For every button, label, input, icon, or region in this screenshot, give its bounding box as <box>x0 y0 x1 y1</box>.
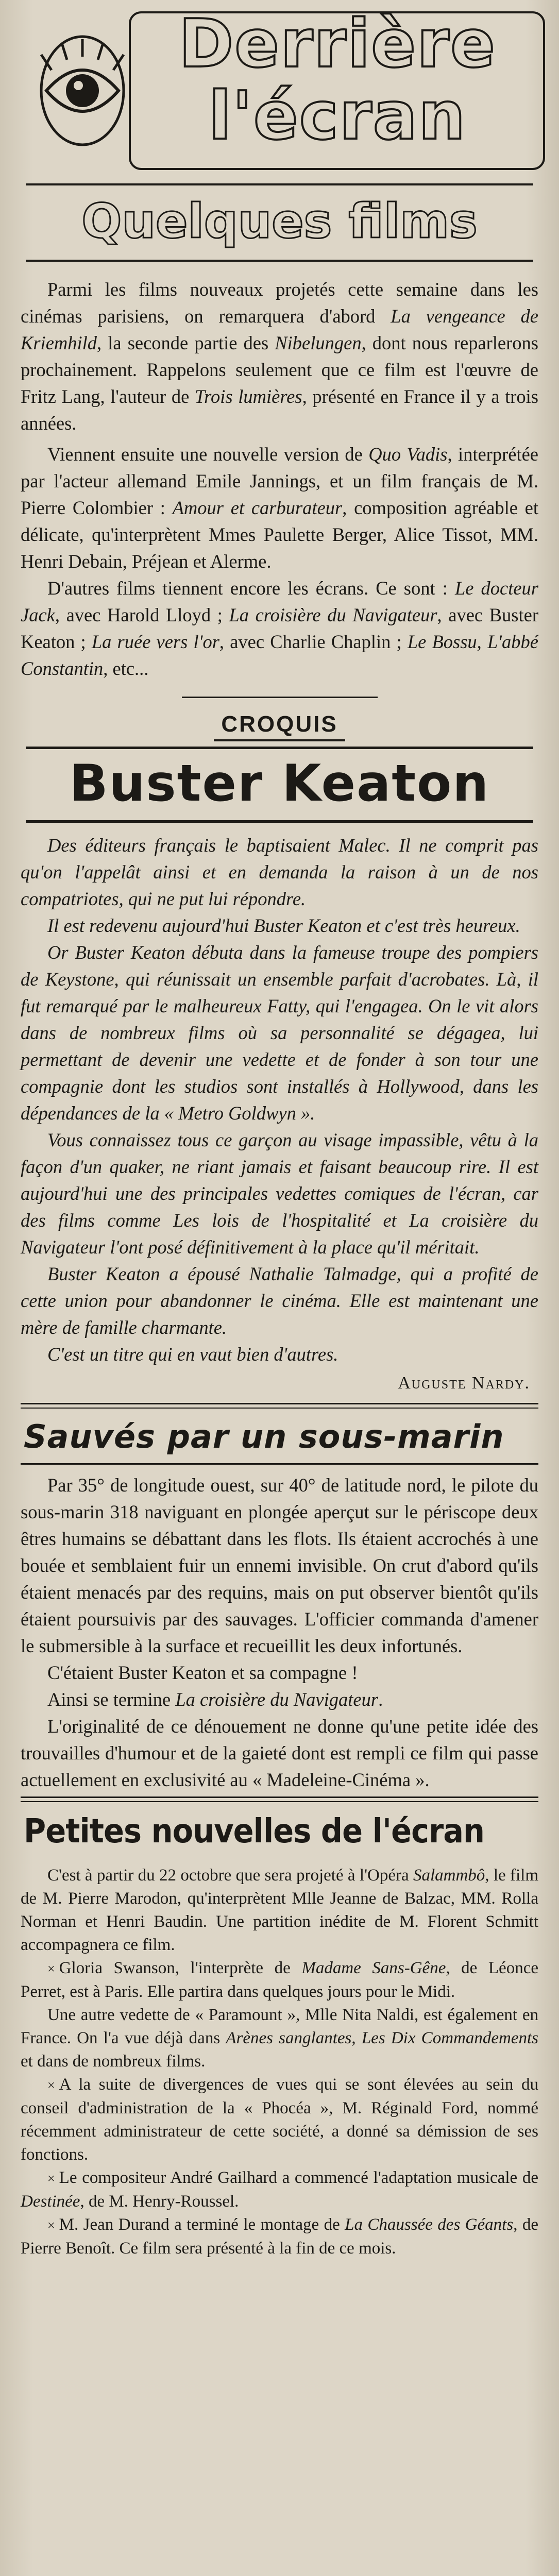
article2-paragraph-6: C'est un titre qui en vaut bien d'autres. <box>47 1344 338 1365</box>
article-header-petites-nouvelles: Petites nouvelles de l'écran <box>24 1812 485 1851</box>
news-item-3: Une autre vedette de « Paramount », Mlle Nita Naldi, est également en France. On l'a vue déjà dans Arènes sanglantes, Les Dix Commandements et dans de nombreux films. <box>21 2006 538 2071</box>
article1-paragraph-2: Viennent ensuite une nouvelle version de Quo Vadis, interprétée par l'acteur allemand Emile Jannings, et un film français de M. Pierre Colombier : Amour et carburateur, composition agréable et délicate, qu'interprètent Mmes Paulette Berger, Alice Tissot, MM. Henri Debain, Préjean et Alerme. <box>21 444 538 572</box>
masthead-title-line1: Derrière <box>179 6 496 82</box>
news-item-6: × M. Jean Durand a terminé le montage de La Chaussée des Géants, de Pierre Benoît. Ce film sera présenté à la fin de ce mois. <box>21 2215 538 2258</box>
section-divider <box>21 1797 538 1802</box>
bullet-cross-icon: × <box>47 2218 55 2233</box>
article-header-quelques-films: Quelques films <box>26 183 533 262</box>
article2-signature: Auguste Nardy. <box>398 1374 530 1393</box>
article3-paragraph-4: L'originalité de ce dénouement ne donne qu'une petite idée des trouvailles d'humour et de la gaieté dont est rempli ce film qui passe actuellement en exclusivité au « Madeleine-Cinéma ». <box>21 1716 538 1790</box>
article1-paragraph-3: D'autres films tiennent encore les écrans. Ce sont : Le docteur Jack, avec Harold Lloyd ; La croisière du Navigateur, avec Buster Keaton ; La ruée vers l'or, avec Charlie Chaplin ; Le Bossu, L'abbé Constantin, etc... <box>21 578 538 679</box>
news-item-5: × Le compositeur André Gailhard a commencé l'adaptation musicale de Destinée, de M. Henry-Roussel. <box>21 2168 538 2211</box>
article1-paragraph-1: Parmi les films nouveaux projetés cette semaine dans les cinémas parisiens, on remarquera d'abord La vengeance de Kriemhild, la seconde partie des Nibelungen, dont nous reparlerons prochainement. Rappelons seulement que ce film est l'œuvre de Fritz Lang, l'auteur de Trois lumières, présenté en France il y a trois années. <box>21 279 539 434</box>
article-header-buster-keaton: Buster Keaton <box>26 747 533 823</box>
bullet-cross-icon: × <box>47 2078 55 2093</box>
news-item-1: C'est à partir du 22 octobre que sera projeté à l'Opéra Salammbô, le film de M. Pierre Marodon, qu'interprètent Mlle Jeanne de Balzac, MM. Rolla Norman et Henri Baudin. Une partition inédite de M. Florent Schmitt accompagnera ce film. <box>21 1866 538 1954</box>
news-item-4: × A la suite de divergences de vues qui se sont élevées au sein du conseil d'administration de la « Phocéa », M. Réginald Ford, nommé récemment administrateur de cette société, a donné sa démission de ses fonctions. <box>21 2075 538 2164</box>
article2-paragraph-1: Des éditeurs français le baptisaient Malec. Il ne comprit pas qu'on l'appelât ainsi et en demanda la raison à un de nos compatriotes, qui ne put lui répondre. <box>21 835 538 909</box>
news-item-2: × Gloria Swanson, l'interprète de Madame Sans-Gêne, de Léonce Perret, est à Paris. Elle partira dans quelques jours pour le Midi. <box>21 1959 538 2001</box>
article2-paragraph-5: Buster Keaton a épousé Nathalie Talmadge, qui a profité de cette union pour abandonner le cinéma. Elle est maintenant une mère de famille charmante. <box>21 1263 538 1338</box>
masthead-title <box>152 6 523 155</box>
bullet-cross-icon: × <box>47 2171 55 2186</box>
article-header-sauves-par-un-sous-marin: Sauvés par un sous-marin <box>24 1418 504 1455</box>
masthead <box>21 8 538 178</box>
article2-paragraph-4: Vous connaissez tous ce garçon au visage impassible, vêtu à la façon d'un quaker, ne riant jamais et faisant beaucoup rire. Il est aujourd'hui une des principales vedettes comiques de l'écran, car des films comme Les lois de l'hospitalité et La croisière du Navigateur l'ont posé définitivement à la place qu'il méritait. <box>21 1129 538 1258</box>
section-divider <box>182 697 378 698</box>
article3-paragraph-2: C'étaient Buster Keaton et sa compagne ! <box>47 1662 358 1683</box>
eye-illustration-icon <box>31 29 134 152</box>
article2-paragraph-3: Or Buster Keaton débuta dans la fameuse troupe des pompiers de Keystone, qui réunissait un ensemble parfait d'acrobates. Là, il fut remarqué par le malheureux Fatty, qui l'engagea. On le vit alors dans de nombreux films où sa personnalité se dégagea, lui permettant de devenir une vedette et de fonder à son tour une compagnie dont les studios sont installés à Hollywood, dans les dépendances de la « Metro Goldwyn ». <box>21 942 538 1124</box>
bullet-cross-icon: × <box>47 1961 55 1976</box>
article3-paragraph-3: Ainsi se termine La croisière du Navigateur. <box>47 1689 383 1710</box>
article2-paragraph-2: Il est redevenu aujourd'hui Buster Keaton et c'est très heureux. <box>47 915 520 936</box>
masthead-title-line2: l'écran <box>208 78 467 155</box>
section-divider <box>21 1403 538 1409</box>
header-underline <box>21 1463 538 1465</box>
article-kicker: CROQUIS <box>21 711 538 741</box>
article3-paragraph-1: Par 35° de longitude ouest, sur 40° de latitude nord, le pilote du sous-marin 318 naviguant en plongée aperçut sur le périscope deux êtres humains se débattant dans les flots. Ils étaient accrochés à une bouée et semblaient fuir un ennemi invisible. On crut d'abord qu'ils étaient menacés par des requins, mais on put observer bientôt qu'ils étaient poursuivis par des sauvages. L'officier commanda d'amener le submersible à la surface et recueillit les deux infortunés. <box>21 1475 538 1656</box>
